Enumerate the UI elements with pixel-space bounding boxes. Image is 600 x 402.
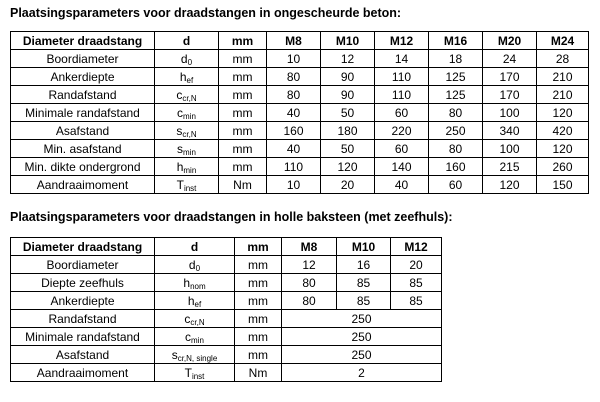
table-row xyxy=(11,346,442,364)
header-m16: M16 xyxy=(429,32,483,50)
value-cell: 215 xyxy=(483,158,537,176)
row-symbol xyxy=(155,328,235,346)
row-label: Minimale randafstand xyxy=(11,328,155,346)
row-symbol xyxy=(155,292,235,310)
symbol-subscript: cr,N xyxy=(182,129,197,139)
value-cell: 40 xyxy=(375,176,429,194)
symbol-letter: d xyxy=(180,51,188,66)
value-cell: 40 xyxy=(267,140,321,158)
hollow-brick-parameters-table xyxy=(10,237,442,382)
value-cell: 60 xyxy=(375,140,429,158)
header-diameter: Diameter draadstang xyxy=(11,32,155,50)
value-cell: 120 xyxy=(537,104,589,122)
header-m24: M24 xyxy=(537,32,589,50)
symbol-subscript: cr,N xyxy=(190,317,205,327)
row-symbol xyxy=(155,310,235,328)
row-symbol xyxy=(155,50,219,68)
table2-title: Plaatsingsparameters voor draadstangen in holle baksteen (met zeefhuls): xyxy=(10,210,453,224)
value-cell: 16 xyxy=(337,256,391,274)
value-cell: 110 xyxy=(375,68,429,86)
row-label: Aandraaimoment xyxy=(11,364,155,382)
table-row xyxy=(11,310,442,328)
symbol-subscript: min xyxy=(183,165,197,175)
row-label: Diepte zeefhuls xyxy=(11,274,155,292)
symbol-subscript: cr,N, single xyxy=(177,353,218,363)
header-m12: M12 xyxy=(375,32,429,50)
row-unit: mm xyxy=(219,68,267,86)
value-cell: 210 xyxy=(537,68,589,86)
value-cell: 140 xyxy=(375,158,429,176)
value-cell: 90 xyxy=(321,86,375,104)
symbol-subscript: 0 xyxy=(187,57,193,67)
value-cell: 28 xyxy=(537,50,589,68)
row-symbol xyxy=(155,140,219,158)
symbol-letter: s xyxy=(176,123,183,138)
table-header-row xyxy=(11,32,589,50)
row-unit: mm xyxy=(235,292,282,310)
value-cell: 80 xyxy=(282,292,337,310)
row-label: Ankerdiepte xyxy=(11,292,155,310)
value-cell: 125 xyxy=(429,86,483,104)
value-cell: 85 xyxy=(391,292,442,310)
value-cell-merged: 2 xyxy=(282,364,442,382)
table-row xyxy=(11,86,589,104)
symbol-subscript: ef xyxy=(186,75,194,85)
symbol-letter: c xyxy=(177,105,184,120)
row-unit: mm xyxy=(235,346,282,364)
value-cell-merged: 250 xyxy=(282,346,442,364)
row-unit: mm xyxy=(235,310,282,328)
value-cell: 210 xyxy=(537,86,589,104)
value-cell: 260 xyxy=(537,158,589,176)
symbol-subscript: cr,N xyxy=(182,93,197,103)
value-cell: 170 xyxy=(483,86,537,104)
value-cell: 120 xyxy=(321,158,375,176)
row-symbol xyxy=(155,176,219,194)
value-cell: 120 xyxy=(537,140,589,158)
value-cell: 180 xyxy=(321,122,375,140)
row-unit: Nm xyxy=(235,364,282,382)
header-symbol: d xyxy=(155,32,219,50)
value-cell-merged: 250 xyxy=(282,310,442,328)
row-label: Minimale randafstand xyxy=(11,104,155,122)
header-diameter: Diameter draadstang xyxy=(11,238,155,256)
row-unit: mm xyxy=(219,104,267,122)
row-symbol xyxy=(155,122,219,140)
value-cell: 20 xyxy=(321,176,375,194)
value-cell: 12 xyxy=(282,256,337,274)
symbol-letter: c xyxy=(176,87,183,102)
table-row xyxy=(11,364,442,382)
header-m8: M8 xyxy=(267,32,321,50)
row-unit: mm xyxy=(235,274,282,292)
row-symbol xyxy=(155,86,219,104)
row-unit: mm xyxy=(235,256,282,274)
row-label: Boordiameter xyxy=(11,256,155,274)
value-cell: 50 xyxy=(321,140,375,158)
value-cell: 110 xyxy=(267,158,321,176)
table-row xyxy=(11,104,589,122)
symbol-letter: d xyxy=(188,257,196,272)
symbol-subscript: min xyxy=(183,111,196,121)
value-cell: 90 xyxy=(321,68,375,86)
row-symbol xyxy=(155,346,235,364)
row-label: Min. dikte ondergrond xyxy=(11,158,155,176)
symbol-letter: h xyxy=(176,159,184,174)
symbol-letter: s xyxy=(177,141,184,156)
symbol-subscript: min xyxy=(183,147,196,157)
row-unit: mm xyxy=(219,140,267,158)
table-row xyxy=(11,328,442,346)
value-cell: 220 xyxy=(375,122,429,140)
table-row xyxy=(11,256,442,274)
row-symbol xyxy=(155,364,235,382)
table-row xyxy=(11,158,589,176)
table-row xyxy=(11,122,589,140)
symbol-letter: T xyxy=(176,177,184,192)
row-unit: mm xyxy=(219,122,267,140)
row-unit: mm xyxy=(219,86,267,104)
value-cell: 100 xyxy=(483,140,537,158)
value-cell: 80 xyxy=(282,274,337,292)
value-cell: 10 xyxy=(267,50,321,68)
header-m12: M12 xyxy=(391,238,442,256)
row-label: Asafstand xyxy=(11,122,155,140)
symbol-subscript: min xyxy=(191,335,204,345)
value-cell: 85 xyxy=(337,292,391,310)
symbol-subscript: inst xyxy=(191,371,205,381)
symbol-letter: h xyxy=(183,275,191,290)
symbol-subscript: ef xyxy=(194,299,202,309)
symbol-letter: c xyxy=(184,311,191,326)
value-cell: 80 xyxy=(267,86,321,104)
value-cell: 14 xyxy=(375,50,429,68)
symbol-subscript: 0 xyxy=(195,263,201,273)
table-header-row xyxy=(11,238,442,256)
row-unit: Nm xyxy=(219,176,267,194)
value-cell: 110 xyxy=(375,86,429,104)
row-symbol xyxy=(155,158,219,176)
row-label: Ankerdiepte xyxy=(11,68,155,86)
row-label: Aandraaimoment xyxy=(11,176,155,194)
value-cell-merged: 250 xyxy=(282,328,442,346)
concrete-parameters-table xyxy=(10,31,589,194)
row-symbol xyxy=(155,274,235,292)
header-m10: M10 xyxy=(321,32,375,50)
value-cell: 80 xyxy=(267,68,321,86)
symbol-letter: c xyxy=(185,329,192,344)
symbol-letter: h xyxy=(179,69,187,84)
value-cell: 10 xyxy=(267,176,321,194)
value-cell: 80 xyxy=(429,140,483,158)
value-cell: 40 xyxy=(267,104,321,122)
value-cell: 18 xyxy=(429,50,483,68)
row-unit: mm xyxy=(219,50,267,68)
value-cell: 85 xyxy=(337,274,391,292)
row-symbol xyxy=(155,104,219,122)
value-cell: 420 xyxy=(537,122,589,140)
table-row xyxy=(11,68,589,86)
value-cell: 170 xyxy=(483,68,537,86)
symbol-subscript: inst xyxy=(183,183,197,193)
row-unit: mm xyxy=(219,158,267,176)
value-cell: 160 xyxy=(429,158,483,176)
value-cell: 60 xyxy=(429,176,483,194)
row-label: Boordiameter xyxy=(11,50,155,68)
header-m10: M10 xyxy=(337,238,391,256)
value-cell: 250 xyxy=(429,122,483,140)
table-row xyxy=(11,176,589,194)
value-cell: 12 xyxy=(321,50,375,68)
value-cell: 340 xyxy=(483,122,537,140)
value-cell: 125 xyxy=(429,68,483,86)
header-m20: M20 xyxy=(483,32,537,50)
table1-title: Plaatsingsparameters voor draadstangen in ongescheurde beton: xyxy=(10,6,402,20)
symbol-letter: h xyxy=(187,293,195,308)
value-cell: 24 xyxy=(483,50,537,68)
row-label: Asafstand xyxy=(11,346,155,364)
row-label: Min. asafstand xyxy=(11,140,155,158)
value-cell: 120 xyxy=(483,176,537,194)
table-row xyxy=(11,50,589,68)
row-symbol xyxy=(155,68,219,86)
value-cell: 20 xyxy=(391,256,442,274)
value-cell: 85 xyxy=(391,274,442,292)
value-cell: 80 xyxy=(429,104,483,122)
value-cell: 160 xyxy=(267,122,321,140)
symbol-letter: T xyxy=(184,365,192,380)
value-cell: 50 xyxy=(321,104,375,122)
table-row xyxy=(11,292,442,310)
header-symbol: d xyxy=(155,238,235,256)
symbol-letter: s xyxy=(171,347,178,362)
table-row xyxy=(11,140,589,158)
row-label: Randafstand xyxy=(11,310,155,328)
value-cell: 100 xyxy=(483,104,537,122)
value-cell: 150 xyxy=(537,176,589,194)
row-unit: mm xyxy=(235,328,282,346)
row-label: Randafstand xyxy=(11,86,155,104)
row-symbol xyxy=(155,256,235,274)
header-unit: mm xyxy=(219,32,267,50)
table-row xyxy=(11,274,442,292)
header-m8: M8 xyxy=(282,238,337,256)
value-cell: 60 xyxy=(375,104,429,122)
header-unit: mm xyxy=(235,238,282,256)
symbol-subscript: nom xyxy=(190,281,206,291)
